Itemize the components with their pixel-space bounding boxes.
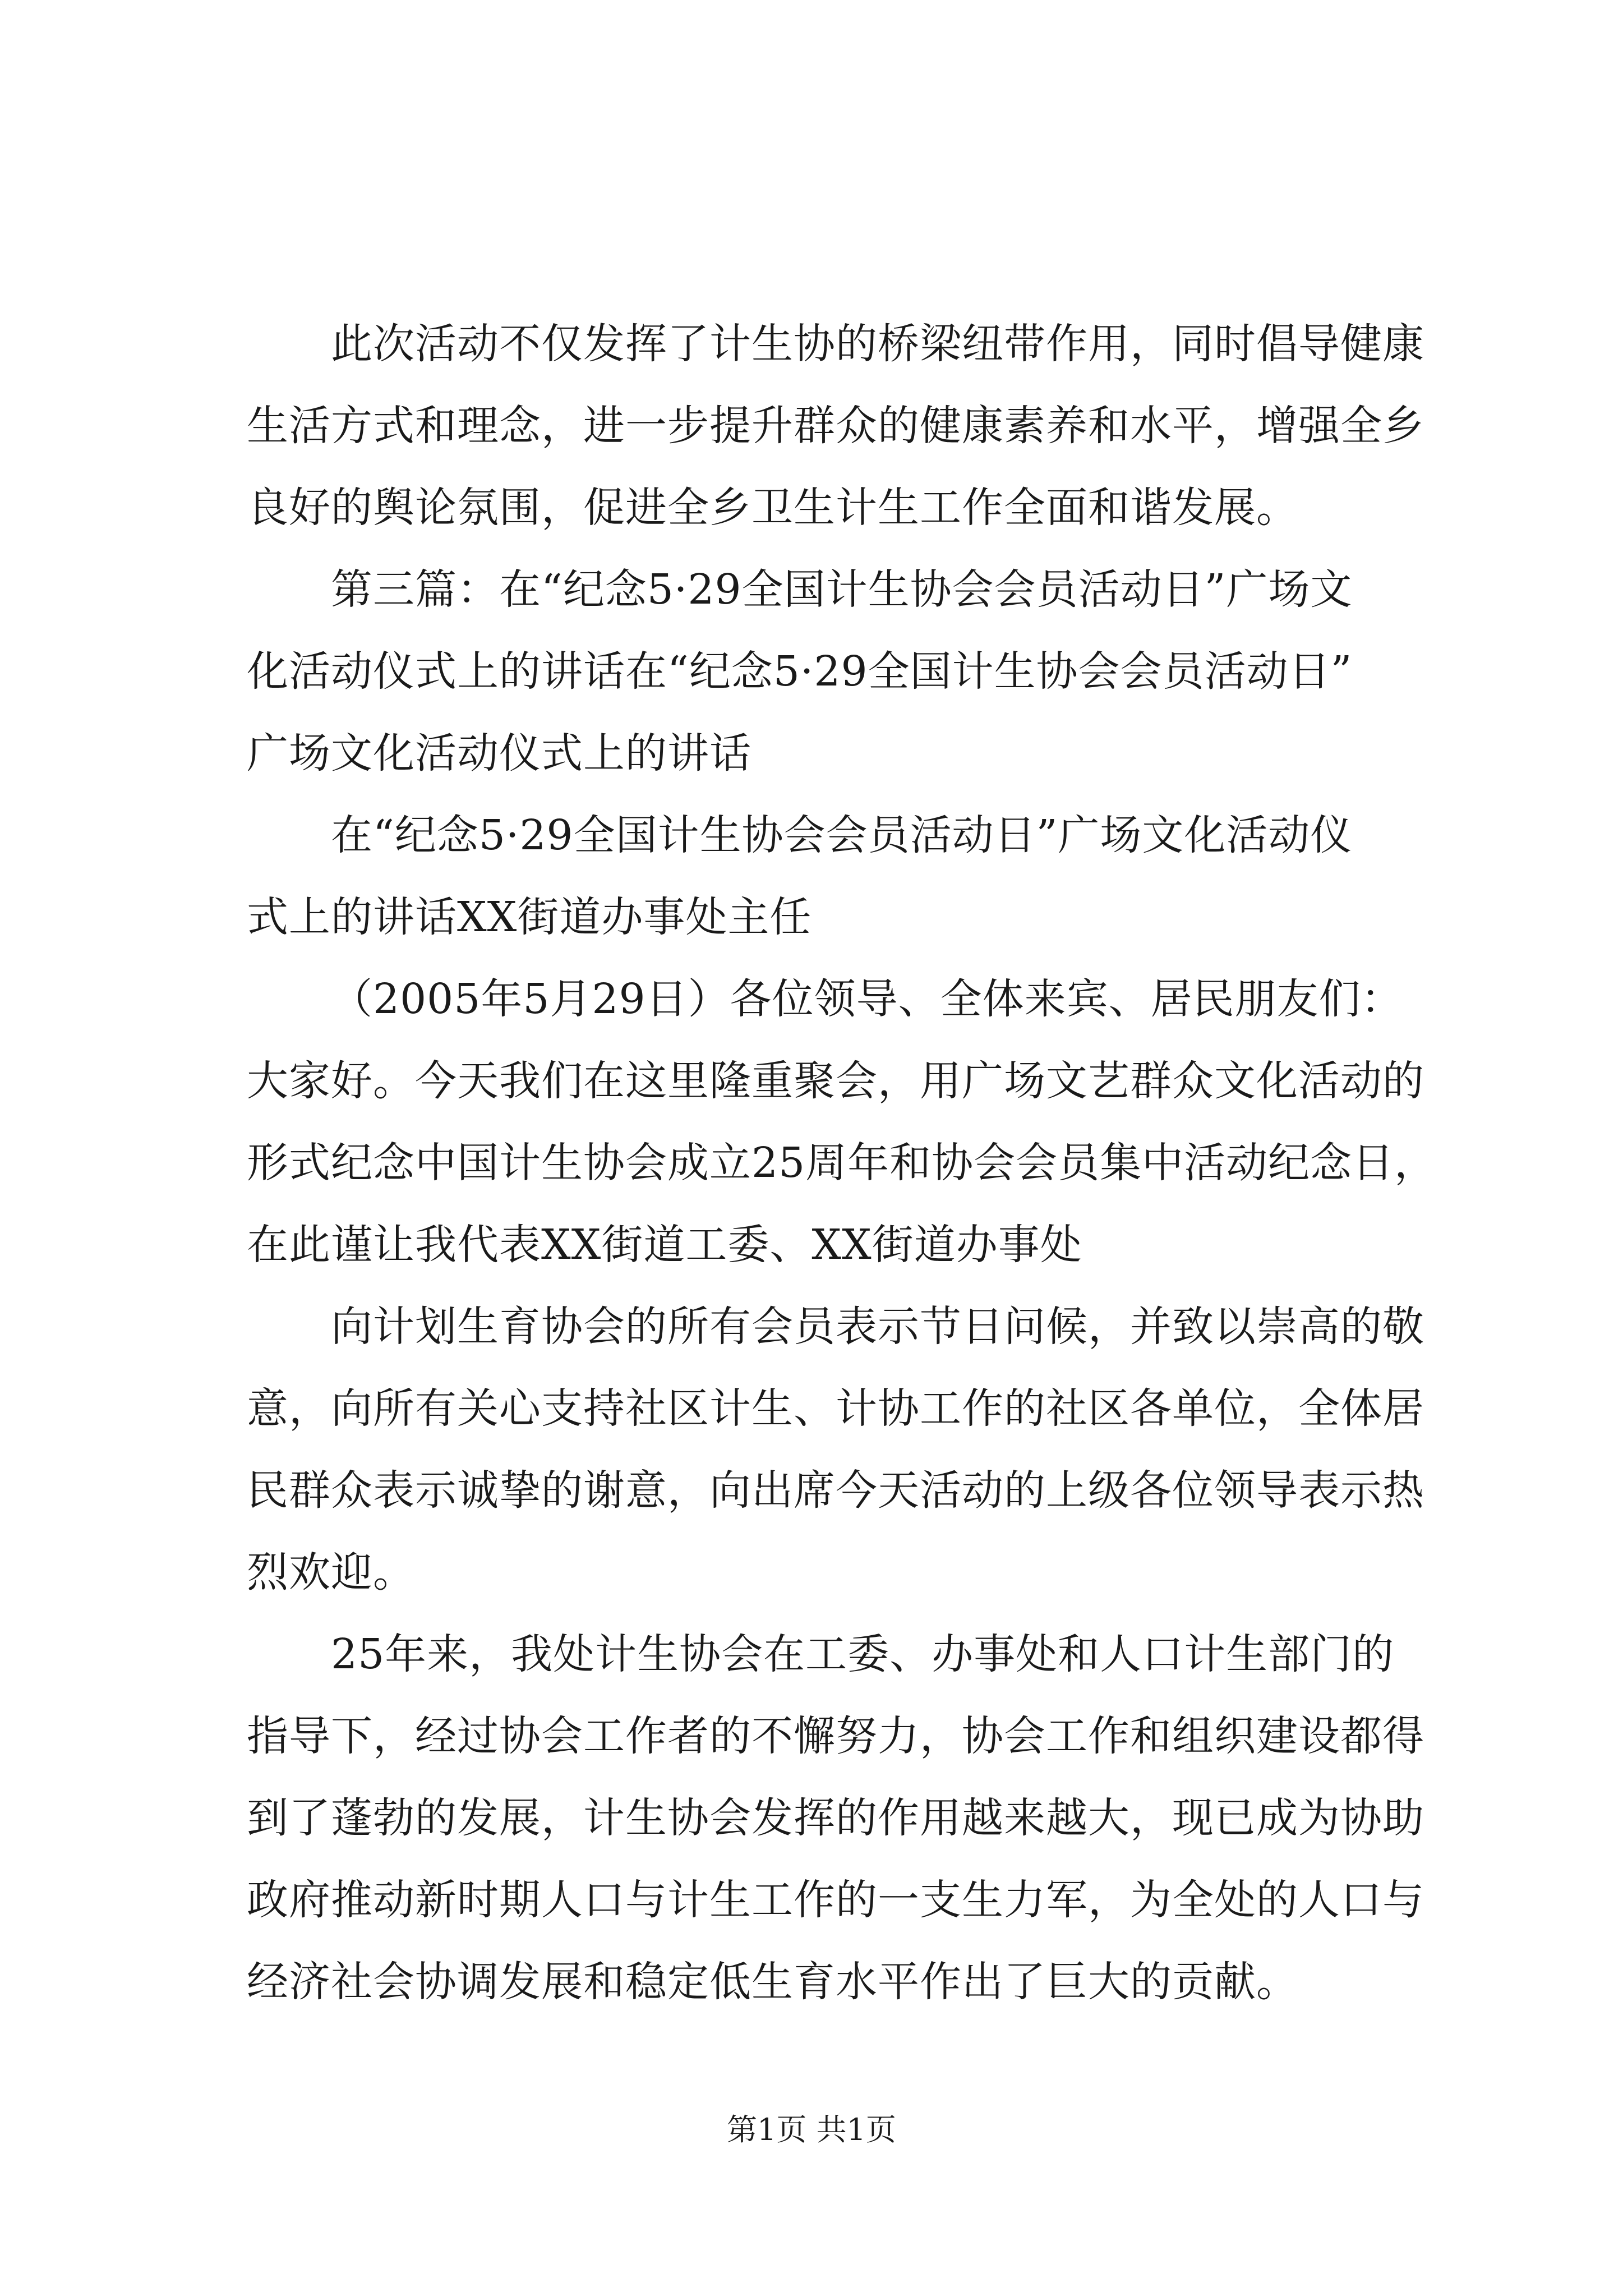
paragraph [247, 549, 1424, 794]
text-line: （2005年5月29日）各位领导、全体来宾、居民朋友们： [331, 975, 1403, 1023]
paragraph [247, 1613, 1424, 2023]
text-line: 在“纪念5·29全国计生协会会员活动日”广场文化活动仪 [331, 811, 1353, 859]
text-line: 在此谨让我代表XX街道工委、XX街道办事处 [247, 1221, 1082, 1269]
text-line: 政府推动新时期人口与计生工作的一支生力军，为全处的人口与 [247, 1876, 1424, 1924]
text-line: 25年来，我处计生协会在工委、办事处和人口计生部门的 [331, 1630, 1395, 1678]
text-line: 形式纪念中国计生协会成立25周年和协会会员集中活动纪念日， [247, 1139, 1437, 1187]
text-line: 广场文化活动仪式上的讲话 [247, 729, 751, 777]
text-line: 民群众表示诚挚的谢意，向出席今天活动的上级各位领导表示热 [247, 1466, 1424, 1515]
text-line: 此次活动不仅发挥了计生协的桥梁纽带作用，同时倡导健康 [331, 320, 1424, 368]
text-line: 烈欢迎。 [247, 1548, 415, 1596]
text-line: 第三篇：在“纪念5·29全国计生协会会员活动日”广场文 [331, 565, 1353, 614]
text-line: 式上的讲话XX街道办事处主任 [247, 893, 812, 941]
paragraph [247, 1286, 1424, 1613]
paragraph [247, 958, 1437, 1286]
paragraph [247, 303, 1424, 549]
text-line: 指导下，经过协会工作者的不懈努力，协会工作和组织建设都得 [247, 1712, 1424, 1760]
page-footer: 第1页 共1页 [727, 2112, 896, 2147]
text-line: 大家好。今天我们在这里隆重聚会，用广场文艺群众文化活动的 [247, 1057, 1424, 1105]
text-line: 化活动仪式上的讲话在“纪念5·29全国计生协会会员活动日” [247, 647, 1353, 696]
paragraph [247, 794, 1424, 958]
text-line: 向计划生育协会的所有会员表示节日问候，并致以崇高的敬 [331, 1303, 1424, 1351]
document-body [247, 303, 1437, 2023]
text-line: 意，向所有关心支持社区计生、计协工作的社区各单位，全体居 [247, 1384, 1424, 1433]
text-line: 生活方式和理念，进一步提升群众的健康素养和水平，增强全乡 [247, 402, 1424, 450]
text-line: 到了蓬勃的发展，计生协会发挥的作用越来越大，现已成为协助 [247, 1794, 1424, 1842]
text-line: 良好的舆论氛围，促进全乡卫生计生工作全面和谐发展。 [247, 484, 1298, 532]
text-line: 经济社会协调发展和稳定低生育水平作出了巨大的贡献。 [247, 1958, 1298, 2006]
